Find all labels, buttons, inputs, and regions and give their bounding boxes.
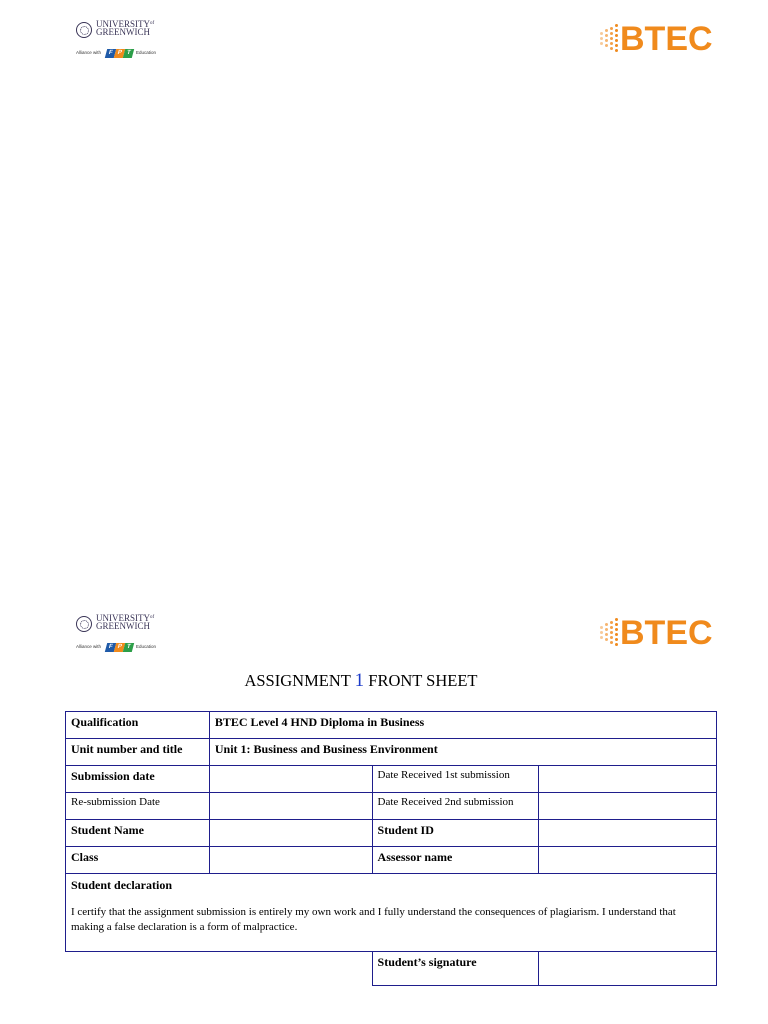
table-row: [66, 793, 717, 820]
page-header-second: [0, 608, 768, 668]
btec-dot: [615, 638, 618, 641]
btec-dots-icon: [600, 618, 622, 650]
btec-dot: [610, 32, 613, 35]
greenwich-crest-icon: [76, 616, 92, 632]
signature-label: Student’s signature: [372, 952, 539, 986]
table-row: [66, 739, 717, 766]
btec-dot: [615, 29, 618, 32]
btec-dot: [615, 643, 618, 646]
btec-dot: [615, 44, 618, 47]
btec-dot: [610, 626, 613, 629]
btec-logo: [600, 614, 720, 654]
btec-dot: [600, 636, 603, 639]
student-name-field[interactable]: [209, 820, 372, 847]
btec-dot: [615, 633, 618, 636]
qualification-value: BTEC Level 4 HND Diploma in Business: [209, 712, 716, 739]
submission-date-label: Submission date: [66, 766, 210, 793]
date-received-1-field[interactable]: [539, 766, 717, 793]
student-name-label: Student Name: [66, 820, 210, 847]
btec-wordmark: BTEC: [620, 614, 713, 652]
btec-dot: [605, 34, 608, 37]
btec-dot: [610, 641, 613, 644]
resubmission-date-label: Re-submission Date: [66, 793, 210, 820]
btec-dot: [605, 623, 608, 626]
unit-label: Unit number and title: [66, 739, 210, 766]
date-received-1-label: Date Received 1st submission: [372, 766, 539, 793]
btec-dot: [605, 638, 608, 641]
assessor-name-label: Assessor name: [372, 847, 539, 874]
student-id-label: Student ID: [372, 820, 539, 847]
btec-dot: [615, 49, 618, 52]
university-line2: GREENWICH: [96, 621, 150, 631]
table-row: [66, 766, 717, 793]
btec-dot: [610, 47, 613, 50]
btec-dot: [605, 628, 608, 631]
fpt-logo: F P T: [106, 643, 134, 652]
btec-dot: [615, 618, 618, 621]
front-sheet-table: [65, 711, 717, 986]
date-received-2-field[interactable]: [539, 793, 717, 820]
qualification-label: Qualification: [66, 712, 210, 739]
btec-dot: [605, 39, 608, 42]
btec-dot: [600, 32, 603, 35]
btec-wordmark: BTEC: [620, 20, 713, 58]
education-text: Education: [136, 50, 157, 55]
btec-dot: [615, 628, 618, 631]
table-row: [66, 820, 717, 847]
btec-dot: [605, 44, 608, 47]
alliance-text: Alliance with: [76, 50, 102, 55]
signature-field[interactable]: [539, 952, 717, 986]
title-prefix: ASSIGNMENT: [244, 671, 351, 690]
table-row: [66, 874, 717, 952]
alliance-text: Alliance with: [76, 644, 102, 649]
class-label: Class: [66, 847, 210, 874]
university-line1: UNIVERSITY: [96, 19, 150, 29]
declaration-heading: Student declaration: [71, 878, 173, 892]
btec-dots-icon: [600, 24, 622, 56]
university-of-greenwich-logo: $UNIVERSITY^{of}$ GREENWICH Alliance with F P T Education: [76, 19, 157, 56]
btec-dot: [615, 623, 618, 626]
btec-dot: [610, 42, 613, 45]
assessor-name-field[interactable]: [539, 847, 717, 874]
btec-dot: [615, 34, 618, 37]
btec-dot: [600, 42, 603, 45]
btec-dot: [610, 621, 613, 624]
btec-dot: [600, 626, 603, 629]
university-of-greenwich-logo: $UNIVERSITY^{of}$ GREENWICH Alliance with F P T Education: [76, 613, 157, 650]
document-title: [0, 670, 722, 692]
declaration-cell: [66, 874, 717, 952]
university-line2: GREENWICH: [96, 27, 150, 37]
university-line1: UNIVERSITY: [96, 613, 150, 623]
resubmission-date-field[interactable]: [209, 793, 372, 820]
btec-dot: [605, 633, 608, 636]
unit-value: Unit 1: Business and Business Environment: [209, 739, 716, 766]
btec-dot: [610, 37, 613, 40]
greenwich-crest-icon: [76, 22, 92, 38]
student-id-field[interactable]: [539, 820, 717, 847]
btec-dot: [600, 631, 603, 634]
btec-dot: [615, 39, 618, 42]
table-row: [66, 712, 717, 739]
date-received-2-label: Date Received 2nd submission: [372, 793, 539, 820]
page-header-top: [0, 14, 768, 74]
title-suffix: FRONT SHEET: [368, 671, 478, 690]
btec-dot: [610, 27, 613, 30]
btec-logo: [600, 20, 720, 60]
assignment-number: 1: [354, 670, 365, 691]
btec-dot: [610, 631, 613, 634]
class-field[interactable]: [209, 847, 372, 874]
declaration-text: I certify that the assignment submission is entirely my own work and I fully understand the consequences of plagiarism. I understand that making a false declaration is a form of malpractice.: [71, 906, 676, 933]
table-row: [66, 952, 717, 986]
btec-dot: [610, 636, 613, 639]
btec-dot: [615, 24, 618, 27]
fpt-logo: F P T: [106, 49, 134, 58]
education-text: Education: [136, 644, 157, 649]
table-row: [66, 847, 717, 874]
btec-dot: [600, 37, 603, 40]
submission-date-field[interactable]: [209, 766, 372, 793]
btec-dot: [605, 29, 608, 32]
